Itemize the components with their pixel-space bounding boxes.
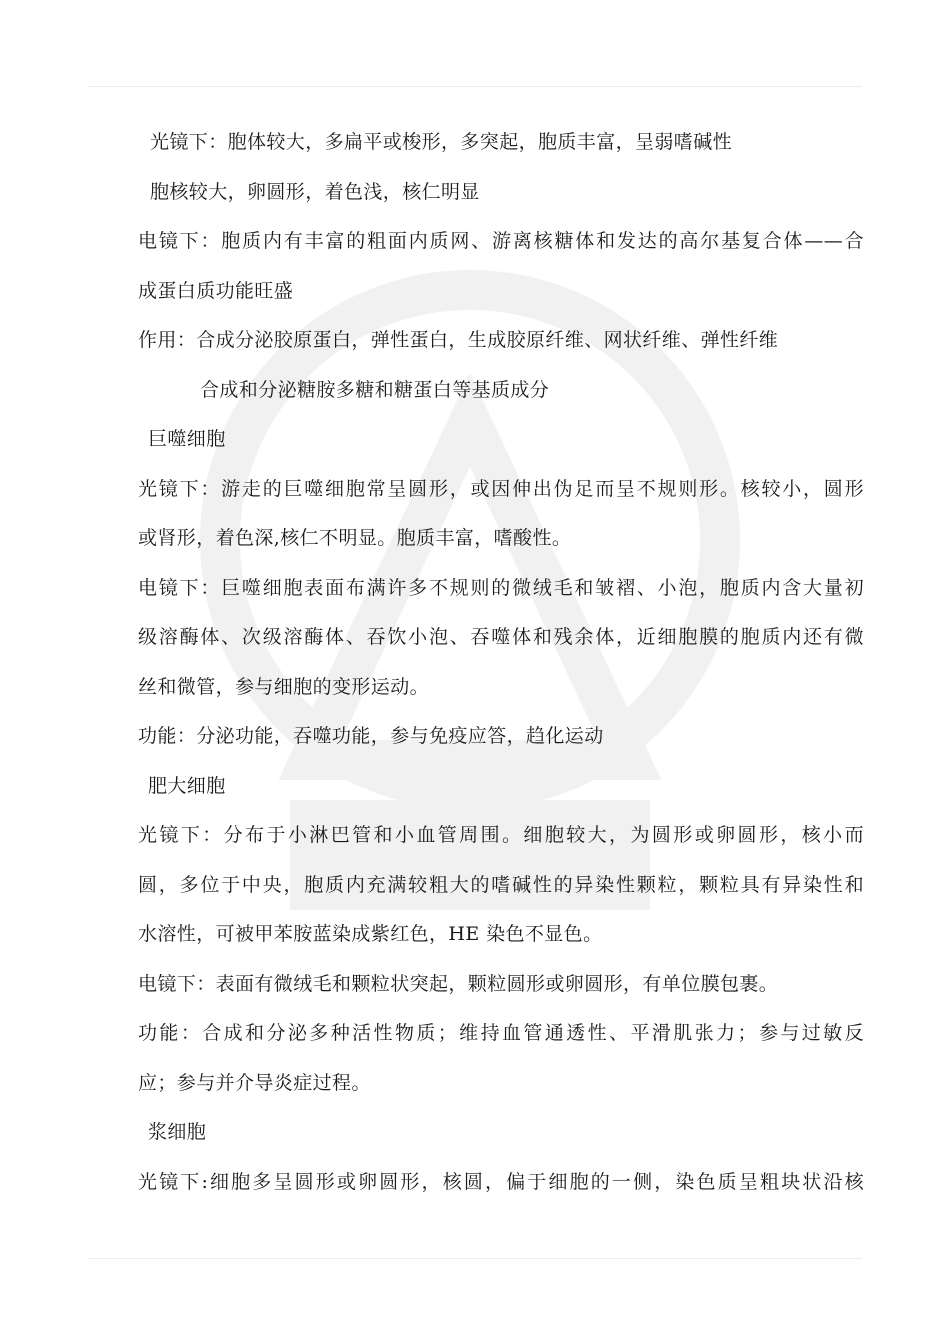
header-rule bbox=[88, 86, 862, 87]
paragraph-line: 或肾形，着色深,核仁不明显。胞质丰富，嗜酸性。 bbox=[138, 527, 572, 549]
paragraph-line: 成蛋白质功能旺盛 bbox=[138, 279, 294, 302]
paragraph-line: 功能：合成和分泌多种活性物质；维持血管通透性、平滑肌张力；参与过敏反 bbox=[138, 1022, 864, 1044]
paragraph-line: 应；参与并介导炎症过程。 bbox=[138, 1071, 371, 1094]
document-body bbox=[138, 122, 878, 1211]
footer-rule bbox=[88, 1258, 862, 1259]
section-heading: 浆细胞 bbox=[148, 1121, 207, 1143]
paragraph-line: 电镜下：巨噬细胞表面布满许多不规则的微绒毛和皱褶、小泡，胞质内含大量初 bbox=[138, 576, 864, 599]
section-heading: 肥大细胞 bbox=[148, 774, 226, 797]
paragraph-line: 光镜下：分布于小淋巴管和小血管周围。细胞较大，为圆形或卵圆形，核小而 bbox=[138, 824, 864, 846]
paragraph-line: 功能：分泌功能，吞噬功能，参与免疫应答，趋化运动 bbox=[138, 725, 604, 747]
paragraph-line: 胞核较大，卵圆形，着色浅，核仁明显 bbox=[150, 180, 480, 203]
paragraph-line: 光镜下：胞体较大，多扁平或梭形，多突起，胞质丰富，呈弱嗜碱性 bbox=[150, 131, 733, 153]
paragraph-line: 光镜下：游走的巨噬细胞常呈圆形，或因伸出伪足而呈不规则形。核较小，圆形 bbox=[138, 477, 864, 500]
section-heading: 巨噬细胞 bbox=[148, 428, 226, 450]
paragraph-line: 合成和分泌糖胺多糖和糖蛋白等基质成分 bbox=[200, 378, 550, 401]
paragraph-line: 级溶酶体、次级溶酶体、吞饮小泡、吞噬体和残余体，近细胞膜的胞质内还有微 bbox=[138, 626, 864, 648]
paragraph-line: 作用：合成分泌胶原蛋白，弹性蛋白，生成胶原纤维、网状纤维、弹性纤维 bbox=[138, 329, 779, 351]
paragraph-line: 水溶性，可被甲苯胺蓝染成紫红色，HE 染色不显色。 bbox=[138, 923, 603, 945]
paragraph-line: 圆，多位于中央，胞质内充满较粗大的嗜碱性的异染性颗粒，颗粒具有异染性和 bbox=[138, 873, 864, 896]
paragraph-line: 电镜下：表面有微绒毛和颗粒状突起，颗粒圆形或卵圆形，有单位膜包裹。 bbox=[138, 972, 779, 995]
paragraph-line: 光镜下:细胞多呈圆形或卵圆形，核圆，偏于细胞的一侧，染色质呈粗块状沿核 bbox=[138, 1170, 864, 1193]
paragraph-line: 电镜下：胞质内有丰富的粗面内质网、游离核糖体和发达的高尔基复合体——合 bbox=[138, 230, 864, 252]
paragraph-line: 丝和微管，参与细胞的变形运动。 bbox=[138, 675, 430, 698]
